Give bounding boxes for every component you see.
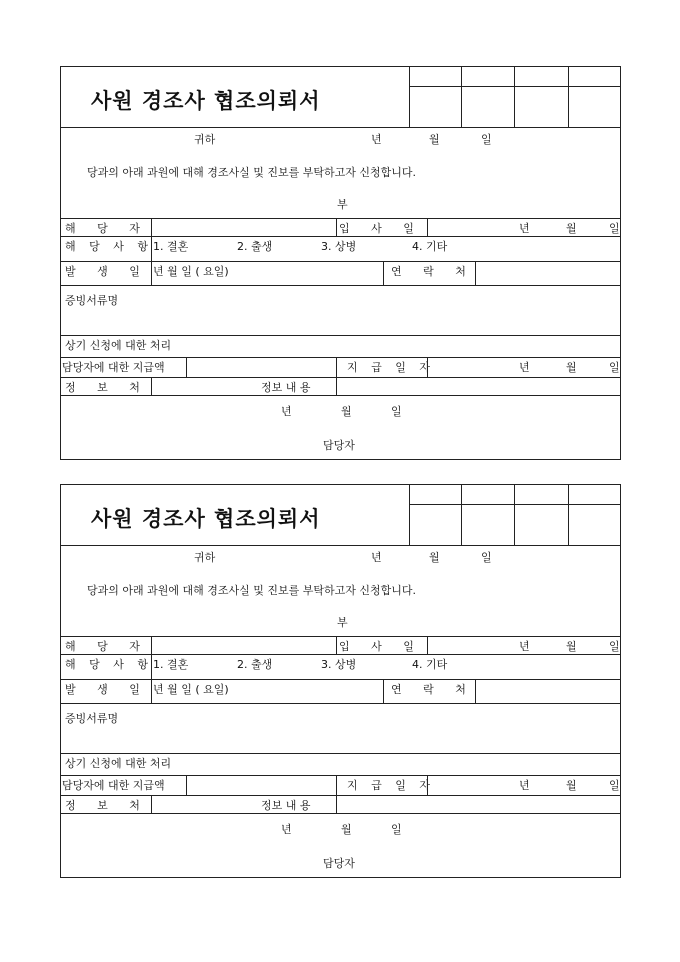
occur-date-label: 발 생 일	[65, 265, 149, 278]
person-label: 해 당 자	[65, 222, 149, 235]
join-date-label: 입 사 일	[339, 222, 423, 235]
items-label: 해 당 사 항	[65, 240, 153, 253]
pay-year: 년	[519, 361, 530, 374]
recipient-label: 귀하	[194, 551, 216, 564]
join-day: 일	[609, 222, 620, 235]
recipient-label: 귀하	[194, 133, 216, 146]
sign-month: 월	[341, 405, 352, 418]
request-day: 일	[481, 133, 492, 146]
pay-month: 월	[566, 361, 577, 374]
sign-year: 년	[281, 405, 292, 418]
contact-label: 연 락 처	[391, 265, 475, 278]
item-1: 1. 결혼	[153, 240, 189, 253]
occur-date-value: 년 월 일 ( 요일)	[153, 265, 229, 278]
request-year: 년	[371, 133, 382, 146]
pay-day: 일	[609, 779, 620, 792]
item-2: 2. 출생	[237, 658, 273, 671]
request-text: 당과의 아래 과원에 대해 경조사실 및 진보를 부탁하고자 신청합니다.	[87, 166, 416, 179]
join-year: 년	[519, 222, 530, 235]
info-content-label: 정보 내 용	[261, 799, 311, 812]
occur-date-value: 년 월 일 ( 요일)	[153, 683, 229, 696]
info-source-label: 정 보 처	[65, 381, 149, 394]
dept-label: 부	[337, 616, 348, 629]
item-4: 4. 기타	[412, 240, 448, 253]
payment-label: 담당자에 대한 지급액	[62, 361, 165, 374]
evidence-label: 증빙서류명	[65, 294, 119, 307]
item-3: 3. 상병	[321, 658, 357, 671]
form-title: 사원 경조사 협조의뢰서	[91, 506, 321, 531]
occur-date-label: 발 생 일	[65, 683, 149, 696]
join-date-label: 입 사 일	[339, 640, 423, 653]
sign-month: 월	[341, 823, 352, 836]
processing-label: 상기 신청에 대한 처리	[65, 757, 172, 770]
sign-day: 일	[391, 405, 402, 418]
join-month: 월	[566, 640, 577, 653]
item-2: 2. 출생	[237, 240, 273, 253]
pay-year: 년	[519, 779, 530, 792]
item-3: 3. 상병	[321, 240, 357, 253]
info-source-label: 정 보 처	[65, 799, 149, 812]
evidence-label: 증빙서류명	[65, 712, 119, 725]
items-label: 해 당 사 항	[65, 658, 153, 671]
signer-label: 담당자	[323, 439, 355, 452]
person-label: 해 당 자	[65, 640, 149, 653]
form-1	[60, 66, 621, 460]
request-year: 년	[371, 551, 382, 564]
request-month: 월	[429, 551, 440, 564]
join-year: 년	[519, 640, 530, 653]
payment-date-label: 지 급 일 자	[347, 779, 435, 792]
form-2	[60, 484, 621, 878]
request-month: 월	[429, 133, 440, 146]
payment-label: 담당자에 대한 지급액	[62, 779, 165, 792]
signer-label: 담당자	[323, 857, 355, 870]
info-content-label: 정보 내 용	[261, 381, 311, 394]
payment-date-label: 지 급 일 자	[347, 361, 435, 374]
item-4: 4. 기타	[412, 658, 448, 671]
pay-day: 일	[609, 361, 620, 374]
sign-day: 일	[391, 823, 402, 836]
contact-label: 연 락 처	[391, 683, 475, 696]
sign-year: 년	[281, 823, 292, 836]
processing-label: 상기 신청에 대한 처리	[65, 339, 172, 352]
join-day: 일	[609, 640, 620, 653]
dept-label: 부	[337, 198, 348, 211]
pay-month: 월	[566, 779, 577, 792]
item-1: 1. 결혼	[153, 658, 189, 671]
request-text: 당과의 아래 과원에 대해 경조사실 및 진보를 부탁하고자 신청합니다.	[87, 584, 416, 597]
form-title: 사원 경조사 협조의뢰서	[91, 88, 321, 113]
join-month: 월	[566, 222, 577, 235]
request-day: 일	[481, 551, 492, 564]
